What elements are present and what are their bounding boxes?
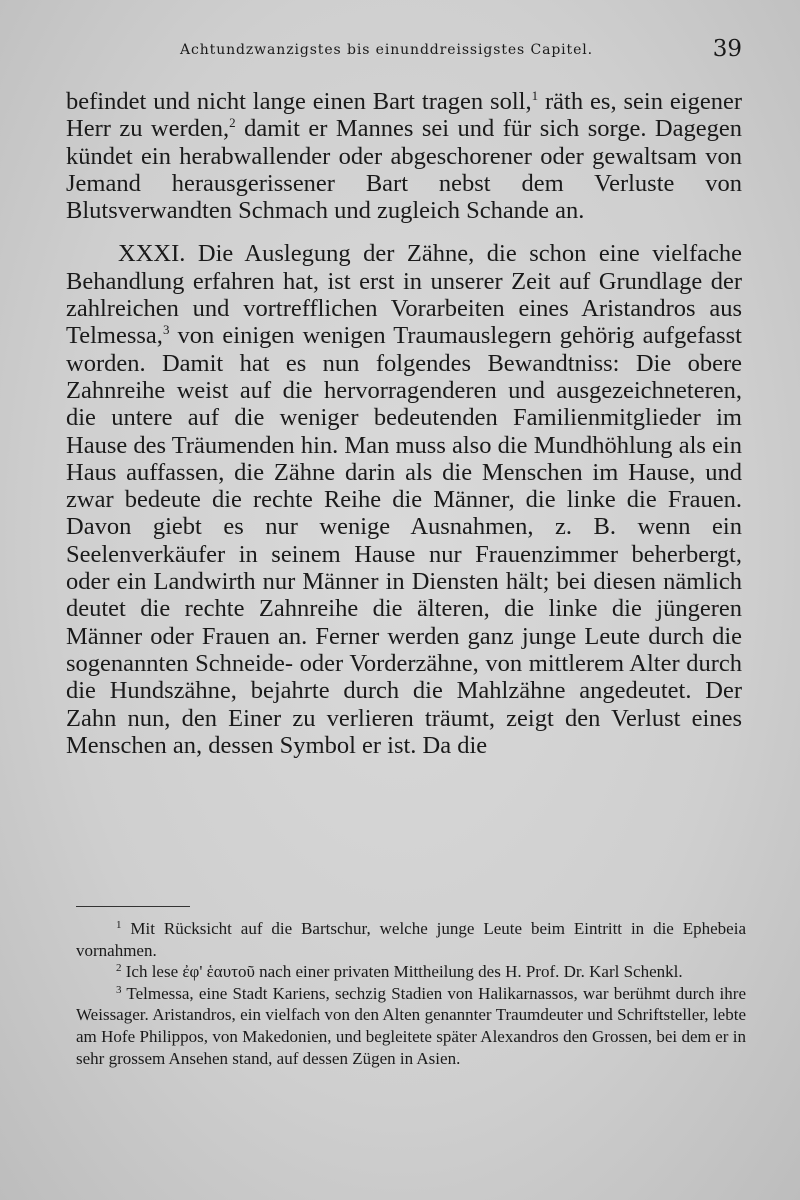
footnote-3: $^3$ Telmessa, eine Stadt Kariens, sechzig Stadien von Halikarnassos, war berühmt durch ihre Weissager. Aristandros, ein vielfach von den Alten genannter Traumdeuter und Schriftsteller, lebte am Hofe Philippos, von Makedonien, und begleitete später Alexandros den Grossen, bei dem er in sehr grossem Ansehen stand, auf dessen Zügen in Asien. [76, 983, 746, 1068]
running-header [70, 38, 742, 68]
footnote-ref-1: 1 [531, 88, 539, 103]
footnote-ref-3: 3 [162, 322, 170, 338]
page-number: 39 [712, 36, 742, 62]
paragraph-xxxi: XXXI. Die Auslegung der Zähne, die schon eine vielfache Behandlung erfahren hat, ist erst in unserer Zeit auf Grundlage der zahlreichen und vortrefflichen Vorarbeiten eines Aristandros aus Telmessa,$^3$ von einigen wenigen Traumauslegern gehörig aufgefasst worden. Damit hat es nun folgendes Bewandtniss: Die obere Zahnreihe weist auf die hervorragenderen und ausgezeichneteren, die untere auf die weniger bedeutenden Familienmitglieder im Hause des Träumenden hin. Man muss also die Mundhöhlung als ein Haus auffassen, die Zähne darin als die Menschen im Hause, und zwar bedeute die rechte Reihe die Männer, die linke die Frauen. Davon giebt es nur wenige Ausnahmen, z. B. wenn ein Seelenverkäufer in seinem Hause nur Frauenzimmer beherbergt, oder ein Landwirth nur Männer in Diensten hält; bei diesen nämlich deutet die rechte Zahnreihe die älteren, die linke die jüngeren Männer oder Frauen an. Ferner werden ganz junge Leute durch die sogenannten Schneide- oder Vorderzähne, von mittlerem Alter durch die Hundszähne, bejahrte durch die Mahlzähne angedeutet. Der Zahn nun, den Einer zu verlieren träumt, zeigt den Verlust eines Menschen an, dessen Symbol er ist. Da die [66, 240, 742, 759]
footnote-1: $^1$ Mit Rücksicht auf die Bartschur, welche junge Leute beim Eintritt in die Ephebeia vornahmen. [76, 919, 746, 960]
paragraph-continuation: befindet und nicht lange einen Bart tragen soll,$^1$ räth es, sein eigener Herr zu werden,$^2$ damit er Mannes sei und für sich sorge. Dagegen kündet ein herabwallender oder abgeschorener oder gewaltsam von Jemand herausgerissener Bart nebst dem Verluste von Blutsverwandten Schmach und zugleich Schande an. [66, 88, 742, 225]
footnote-divider [76, 906, 190, 907]
footnote-2: $^2$ Ich lese ἐφ' ἑαυτοῦ nach einer privaten Mittheilung des H. Prof. Dr. Karl Schenkl. [116, 962, 683, 982]
footnotes [76, 918, 746, 1069]
running-title: Achtundzwanzigstes bis einunddreissigstes Capitel. [180, 42, 593, 58]
main-text [66, 88, 742, 759]
footnote-ref-2: 2 [229, 115, 236, 131]
